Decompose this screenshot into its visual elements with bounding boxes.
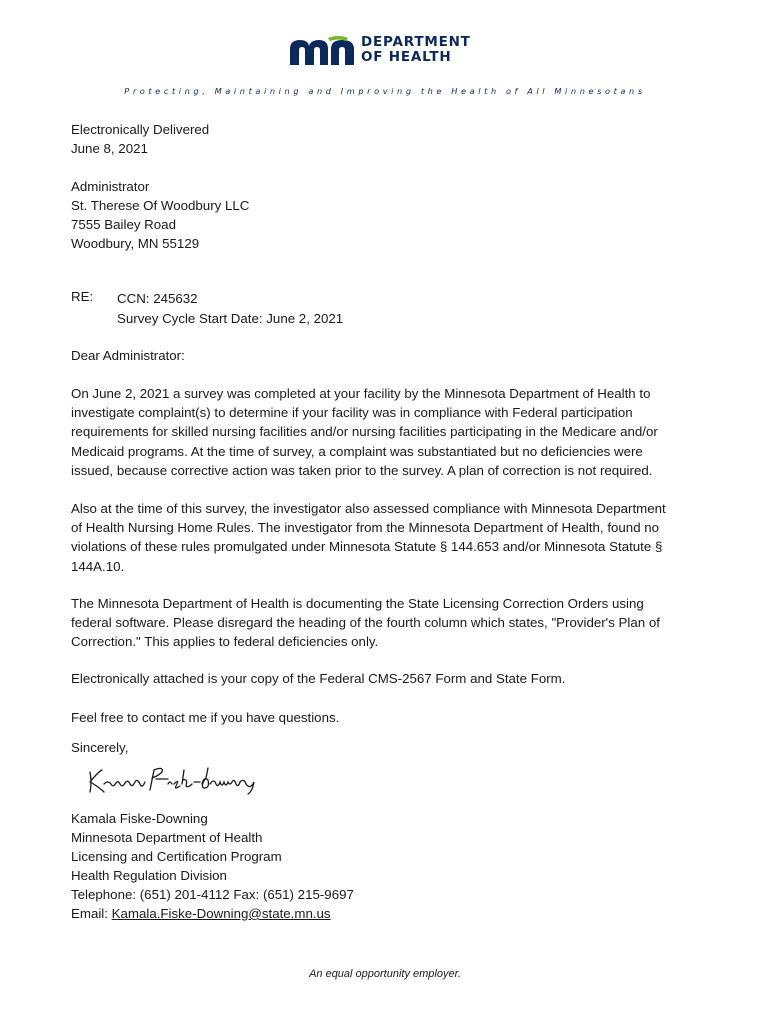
- paragraph-line: On June 2, 2021 a survey was completed at your facility by the Minnesota Department of Health to: [71, 386, 651, 401]
- paragraph-line: The Minnesota Department of Health is documenting the State Licensing Correction Orders using: [71, 596, 644, 611]
- logo-wordmark-line2: OF HEALTH: [361, 49, 452, 65]
- paragraph-line: Medicaid programs. At the time of survey, a complaint was substantiated but no deficiencies were: [71, 443, 643, 459]
- sender-phone: Telephone: (651) 201-4112 Fax: (651) 215-9697: [71, 887, 354, 902]
- logo-wordmark: [361, 35, 471, 65]
- recipient-company: St. Therese Of Woodbury LLC: [71, 198, 250, 213]
- footer-text: An equal opportunity employer.: [309, 968, 461, 980]
- paragraph-software-note: [71, 594, 693, 652]
- sender-email-line: [71, 904, 693, 923]
- sender-block: [71, 809, 693, 923]
- sender-division: Health Regulation Division: [71, 868, 227, 883]
- recipient-city: Woodbury, MN 55129: [71, 236, 200, 251]
- paragraph-line: of Health Nursing Home Rules. The investigator from the Minnesota Department of Health, found no: [71, 520, 660, 536]
- paragraph-line: federal software. Please disregard the heading of the fourth column which states, "Provider's Plan of: [71, 615, 660, 631]
- paragraph-contact: Feel free to contact me if you have questions.: [71, 710, 340, 725]
- re-ccn: CCN: 245632: [117, 291, 198, 306]
- paragraph-line: requirements for skilled nursing facilities and/or nursing facilities participating in the Medicare and/or: [71, 424, 658, 440]
- tagline: Protecting, Maintaining and Improving the Health of All Minnesotans: [124, 86, 646, 96]
- recipient-title: Administrator: [71, 179, 150, 194]
- paragraph-line: Also at the time of this survey, the investigator also assessed compliance with Minnesota Department: [71, 501, 666, 516]
- paragraph-line: Correction." This applies to federal deficiencies only.: [71, 634, 379, 650]
- mn-logo-mark-icon: [288, 35, 358, 67]
- paragraph-line: 144A.10.: [71, 558, 125, 574]
- sender-program: Licensing and Certification Program: [71, 849, 282, 864]
- handwritten-signature: [84, 762, 274, 801]
- delivery-method: Electronically Delivered: [71, 122, 210, 137]
- paragraph-state-rules: [71, 499, 693, 576]
- email-label: Email:: [71, 906, 112, 921]
- paragraph-survey-result: [71, 384, 693, 480]
- mdh-logo: [288, 35, 488, 69]
- logo-wordmark-line1: DEPARTMENT: [361, 34, 471, 50]
- paragraph-attachment: Electronically attached is your copy of the Federal CMS-2567 Form and State Form.: [71, 671, 566, 686]
- letter-date: June 8, 2021: [71, 141, 148, 156]
- recipient-address: [71, 177, 693, 253]
- paragraph-line: violations of these rules promulgated under Minnesota Statute § 144.653 and/or Minnesota Statute §: [71, 539, 663, 555]
- sender-name: Kamala Fiske-Downing: [71, 811, 208, 826]
- closing: Sincerely,: [71, 740, 129, 755]
- re-details: [117, 289, 343, 328]
- signature-icon: [84, 762, 274, 796]
- re-survey-date: Survey Cycle Start Date: June 2, 2021: [117, 310, 344, 326]
- sender-org: Minnesota Department of Health: [71, 830, 263, 845]
- paragraph-line: investigate complaint(s) to determine if your facility was in compliance with Federal participation: [71, 405, 633, 421]
- re-label: RE:: [71, 289, 94, 304]
- delivery-block: [71, 120, 693, 158]
- paragraph-line: issued, because corrective action was taken prior to the survey. A plan of correction is not required.: [71, 462, 653, 478]
- recipient-street: 7555 Bailey Road: [71, 217, 176, 232]
- salutation: Dear Administrator:: [71, 348, 185, 363]
- email-link[interactable]: Kamala.Fiske-Downing@state.mn.us: [111, 906, 331, 921]
